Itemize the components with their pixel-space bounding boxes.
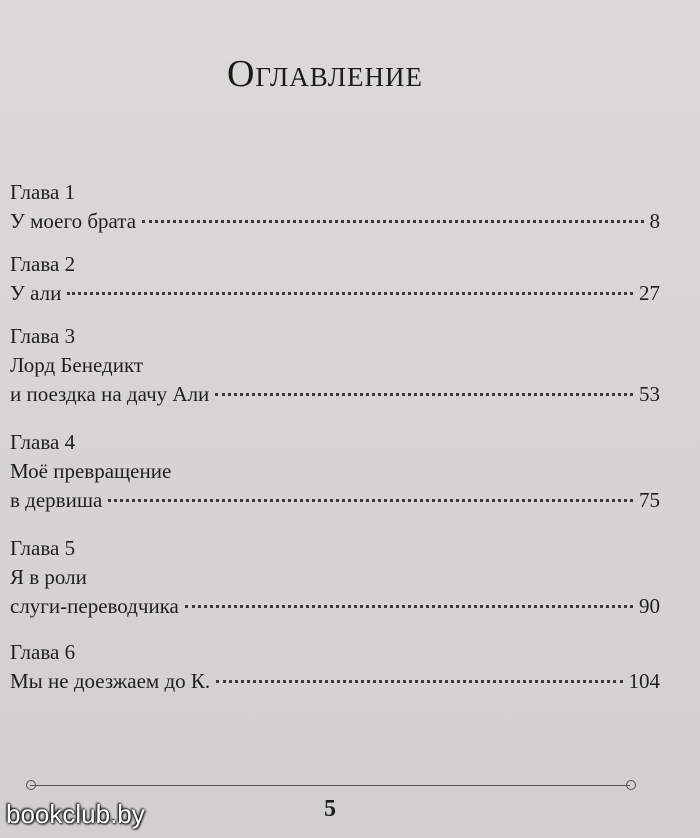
chapter-title: У моего брата xyxy=(10,209,137,233)
chapter-title: и поездка на дачу Али xyxy=(10,382,210,406)
toc-entry xyxy=(10,667,660,696)
chapter-title: У али xyxy=(10,281,62,305)
chapter-title: Мы не доезжаем до К. xyxy=(10,669,211,693)
chapter-label: Глава 4 xyxy=(10,430,76,454)
page-ref: 75 xyxy=(639,488,660,512)
toc-chapter-6 xyxy=(10,638,660,696)
site-watermark: bookclub.by xyxy=(6,799,145,829)
toc-entry xyxy=(10,380,660,409)
toc-entry xyxy=(10,207,660,236)
dot-leader xyxy=(67,292,633,295)
chapter-label: Глава 2 xyxy=(10,252,76,276)
dot-leader xyxy=(216,680,622,683)
rule-ornament-right xyxy=(626,780,636,790)
page-ref: 53 xyxy=(639,382,660,406)
toc-entry xyxy=(10,486,660,515)
toc-chapter-2 xyxy=(10,250,660,308)
toc-chapter-3 xyxy=(10,322,660,409)
toc-entry xyxy=(10,592,660,621)
rule-ornament-left xyxy=(26,780,36,790)
chapter-title: в дервиша xyxy=(10,488,103,512)
toc-chapter-5 xyxy=(10,534,660,621)
dot-leader xyxy=(185,605,633,608)
dot-leader xyxy=(108,499,633,502)
chapter-title-line: Лорд Бенедикт xyxy=(10,353,144,377)
dot-leader xyxy=(215,393,633,396)
toc-entry xyxy=(10,279,660,308)
page-ref: 8 xyxy=(649,209,660,233)
toc-chapter-4 xyxy=(10,428,660,515)
page-title: Оглавление xyxy=(226,53,424,95)
chapter-label: Глава 6 xyxy=(10,640,76,664)
chapter-label: Глава 1 xyxy=(10,180,76,204)
chapter-title-line: Моё превращение xyxy=(10,459,172,483)
page-number: 5 xyxy=(324,796,336,822)
footer-rule xyxy=(30,785,630,786)
page-ref: 104 xyxy=(628,669,660,693)
page-ref: 27 xyxy=(639,281,660,305)
toc-chapter-1 xyxy=(10,178,660,236)
chapter-label: Глава 3 xyxy=(10,324,76,348)
chapter-title: слуги-переводчика xyxy=(10,594,179,618)
dot-leader xyxy=(142,220,643,223)
chapter-label: Глава 5 xyxy=(10,536,76,560)
chapter-title-line: Я в роли xyxy=(10,565,87,589)
page-ref: 90 xyxy=(639,594,660,618)
